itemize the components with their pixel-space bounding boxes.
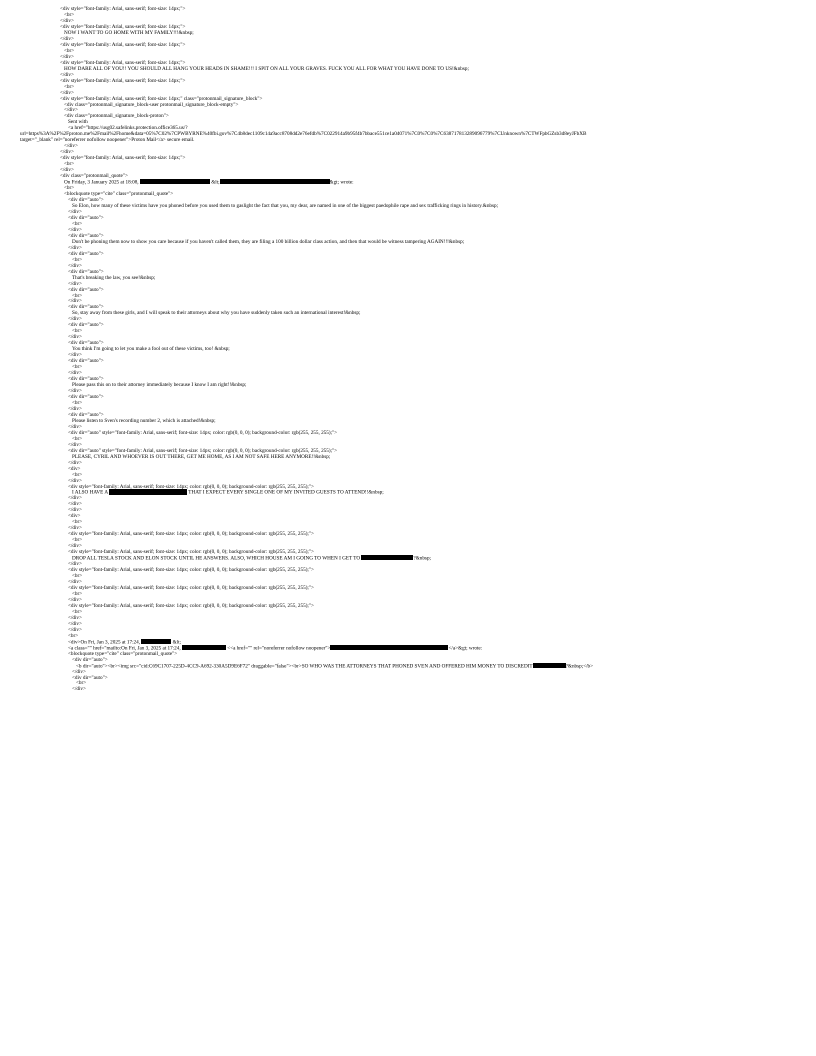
source-text: <br> [72,292,83,299]
source-text: </div> [68,208,82,215]
source-text: <div dir="auto" style="font-family: Arial, sans-serif; font-size: 14px; color: rgb(0, 0, 0); background-color: rgb(255, 255, 255);"> [68,447,338,454]
source-text: <div style="font-family: Arial, sans-serif; font-size: 14px;"> [60,41,186,48]
source-text: </div> [68,614,82,621]
source-text: </div> [68,441,82,448]
source-text: <b dir="auto"><br><img src="cid:C69C1707-225D-4CC9-A692-330A5D9E6F72" draggable="false"><br>SO WHO WAS THE ATTORNEYS THAT PHONED SVEN AND OFFERED HIM MONEY TO DISCREDIT [76,663,533,670]
source-text: target="_blank" rel="noreferrer nofollow noopener">Proton Mail</a> secure email. [20,137,195,144]
source-text: <div dir="auto" style="font-family: Arial, sans-serif; font-size: 14px; color: rgb(0, 0, 0); background-color: rgb(255, 255, 255);"> [68,429,338,436]
source-text: </div> [68,334,82,341]
source-text: </div> [68,501,82,508]
source-text: <div style="font-family: Arial, sans-serif; font-size: 14px; color: rgb(0, 0, 0); background-color: rgb(255, 255, 255);"> [68,602,314,609]
source-text: <div style="font-family: Arial, sans-serif; font-size: 14px; color: rgb(0, 0, 0); background-color: rgb(255, 255, 255);"> [68,549,314,556]
source-text: <div class="protonmail_quote"> [60,173,128,180]
source-text: <br> [64,185,75,192]
source-text: <br> [72,364,83,371]
source-text: </div> [68,543,82,550]
source-text: <div dir="auto"> [72,656,108,663]
source-text: <div style="font-family: Arial, sans-serif; font-size: 14px; color: rgb(0, 0, 0); background-color: rgb(255, 255, 255);"> [68,531,314,538]
source-text: </div> [68,626,82,633]
source-text: <br> [72,573,83,580]
source-text: <div dir="auto"> [68,322,104,329]
source-text: <br> [72,519,83,526]
source-text: <div style="font-family: Arial, sans-serif; font-size: 14px;"> [60,23,186,30]
source-text: <br> [68,632,79,639]
source-text: PLEASE, CYRIL AND WHOEVER IS OUT THERE, GET ME HOME, AS I AM NOT SAFE HERE ANYMORE!!&nbsp; [72,453,331,460]
source-text: </div> [68,316,82,323]
source-text: <div style="font-family: Arial, sans-serif; font-size: 14px; color: rgb(0, 0, 0); background-color: rgb(255, 255, 255);"> [68,567,314,574]
source-text: &lt; [209,179,220,186]
source-text: <div dir="auto"> [68,250,104,257]
redaction-bar [330,645,448,650]
source-text: <div> [68,465,81,472]
source-text: <br> [72,608,83,615]
source-text: <div dir="auto"> [68,393,104,400]
source-text: <div style="font-family: Arial, sans-serif; font-size: 14px;"> [60,6,186,12]
source-text: </div> [68,525,82,532]
source-text: <br> [72,537,83,544]
source-text: <<a href="" rel="noreferrer nofollow noopener"> [225,645,331,652]
source-text: <div dir="auto"> [72,674,108,681]
source-text: </div> [68,262,82,269]
source-text: <a class="" href="mailto:On Fri, Jan 3, 2025 at 17:24, [68,645,182,652]
source-text: </div> [68,507,82,514]
source-text: </div> [60,89,74,96]
source-text: <div dir="auto"> [68,268,104,275]
source-text: <br> [72,328,83,335]
redaction-bar [141,639,171,644]
source-text: NOW I WANT TO GO HOME WITH MY FAMILY!!!&nbsp; [64,29,194,36]
source-text: </div> [68,620,82,627]
source-text: <div style="font-family: Arial, sans-serif; font-size: 14px;"> [60,59,186,66]
source-text: <div style="font-family: Arial, sans-serif; font-size: 14px;" class="protonmail_signature_block"> [60,95,263,102]
source-text: </div> [68,298,82,305]
source-text: <div class="protonmail_signature_block-user protonmail_signature_block-empty"> [64,101,239,108]
source-text: That's breaking the law, you see!&nbsp; [72,274,156,281]
source-text: <div>On Fri, Jan 3, 2025 at 17:24, [68,639,142,646]
source-text: I ALSO HAVE A [72,490,110,497]
source-text: </div> [60,53,74,60]
source-text: ?&nbsp;</b> [565,663,594,670]
source-text: </div> [60,149,74,156]
source-text: <a href="https://usg02.safelinks.protection.office365.us/? [68,125,188,132]
redaction-bar [109,489,187,494]
source-text: Please pass this on to their attorney immediately because I know I am right!!&nbsp; [72,382,247,389]
source-text: </div> [68,370,82,377]
source-text: <blockquote type="cite" class="protonmail_quote"> [64,191,174,198]
source-text: <div dir="auto"> [68,411,104,418]
source-text: &gt; wrote: [329,179,354,186]
source-text: <div dir="auto"> [68,304,104,311]
source-text: Please listen to Sven's recording number 2, which is attached!&nbsp; [72,417,216,424]
source-text: <div style="font-family: Arial, sans-serif; font-size: 14px; color: rgb(0, 0, 0); background-color: rgb(255, 255, 255);"> [68,483,314,490]
source-text: </div> [72,686,86,693]
source-text: <div dir="auto"> [68,197,104,203]
source-text: <br> [64,83,75,90]
redaction-bar [533,663,566,668]
source-text: </div> [68,352,82,359]
source-text: DROP ALL TESLA STOCK AND ELON STOCK UNTIL HE ANSWERS. ALSO, WHICH HOUSE AM I GOING TO WHEN I GET TO [72,555,362,562]
source-text: <blockquote type="cite" class="protonmail_quote"> [68,650,178,657]
redaction-bar [220,179,330,184]
source-text: </div> [68,423,82,430]
source-text: &lt; [171,639,181,646]
source-text: </div> [68,280,82,287]
source-text: <div dir="auto"> [68,232,104,239]
source-text: <div dir="auto"> [68,340,104,347]
source-text: <div dir="auto"> [68,358,104,365]
source-text: <br> [64,161,75,168]
source-text: So, stay away from these girls, and I will speak to their attorneys about why you have suddenly taken such an international interest!&nbsp; [72,310,361,317]
source-text: </div> [60,167,74,174]
source-text: <div style="font-family: Arial, sans-serif; font-size: 14px;"> [60,155,186,162]
source-text: </div> [68,477,82,484]
source-line [0,686,816,692]
redaction-bar [361,555,413,560]
source-text: </div> [68,579,82,585]
source-text: </div> [64,143,78,150]
source-text: </div> [68,405,82,412]
source-text: HOW DARE ALL OF YOU!! YOU SHOULD ALL HANG YOUR HEADS IN SHAME!!! I SPIT ON ALL YOUR GRAVES. FUCK YOU ALL FOR WHAT YOU HAVE DONE TO US!&nbsp; [64,65,469,72]
source-text: <div dir="auto"> [68,286,104,293]
source-text: <br> [72,471,83,478]
source-text: </div> [72,668,86,675]
source-text: <div style="font-family: Arial, sans-serif; font-size: 14px;"> [60,77,186,84]
source-text: <br> [72,590,83,597]
source-text: <br> [72,399,83,406]
source-text: THAT I EXPECT EVERY SINGLE ONE OF MY INVITED GUESTS TO ATTEND!!&nbsp; [187,490,384,497]
source-text: On Friday, 3 January 2025 at 18:08, [64,179,140,186]
html-source-page [0,6,816,692]
source-text: <br> [76,680,87,687]
source-text: </div> [68,596,82,603]
source-text: </div> [68,459,82,466]
source-text: <br> [72,256,83,263]
source-text: </div> [68,244,82,251]
source-text: url=https%3A%2F%2Fproton.me%2Fmail%2Fhome&data=05%7C02%7CPWBYRNE%40fbi.gov%7C4b8dec1109c14a9acc8708dd2e76efdb%7C022914a9b95f4b7bbace551ce1a04071%7C0%7C0%7C638717813289096779%7CUnknown%7CTWFpbGZsb3d8eyJFbXB [20,131,587,138]
source-text: So Elon, how many of these victims have you phoned before you used them to gaslight the fact that you, my dear, are named in one of the biggest paedophile rape and sex trafficking rings in history.&nbsp; [72,202,499,209]
source-text: </div> [68,495,82,502]
source-text: <br> [64,47,75,54]
source-text: <div> [68,513,81,520]
redaction-bar [140,179,210,184]
source-text: </div> [68,561,82,568]
source-text: <br> [64,11,75,18]
source-text: </a>&gt; wrote: [448,645,483,652]
source-text: </div> [64,107,78,114]
source-text: ?&nbsp; [413,555,431,562]
source-text: Don't be phoning them now to show you care because if you haven't called them, they are filing a 100 billion dollar class action, and then that would be witness tampering AGAIN!!!&nbsp; [72,238,465,245]
source-text: </div> [60,71,74,78]
source-text: <div dir="auto"> [68,376,104,383]
source-text: <br> [72,435,83,442]
source-text: <div class="protonmail_signature_block-proton"> [64,113,169,120]
source-text: </div> [68,226,82,233]
source-text: <div dir="auto"> [68,214,104,221]
redaction-bar [182,645,226,650]
source-text: </div> [60,35,74,42]
source-text: </div> [60,17,74,24]
source-text: </div> [68,388,82,394]
source-text: Sent with [68,119,88,126]
source-text: <div style="font-family: Arial, sans-serif; font-size: 14px; color: rgb(0, 0, 0); background-color: rgb(255, 255, 255);"> [68,584,314,591]
source-text: <br> [72,220,83,227]
source-text: You think I'm going to let you make a fool out of these victims, too! &nbsp; [72,346,230,353]
